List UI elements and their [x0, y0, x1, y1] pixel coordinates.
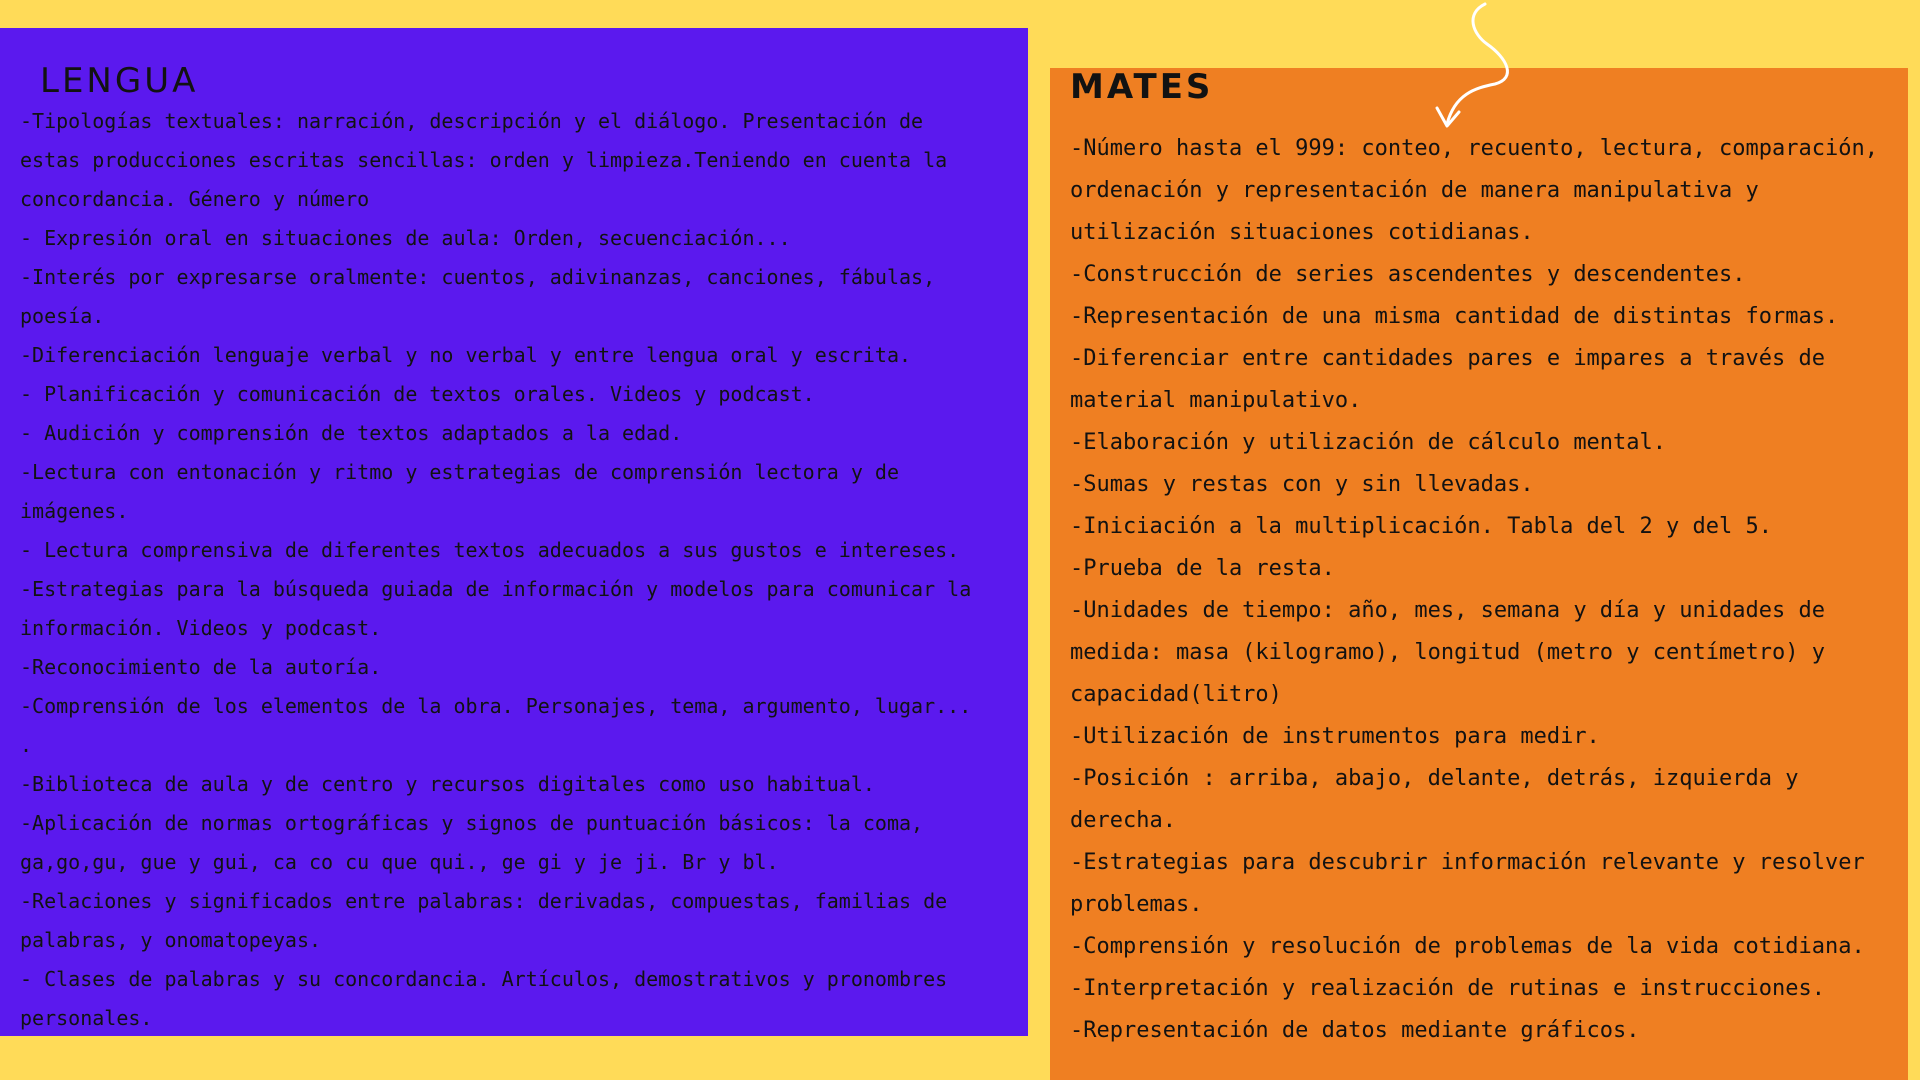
- list-item: -Aplicación de normas ortográficas y signos de puntuación básicos: la coma, ga,go,gu, gue y gui, ca co cu que qui., ge gi y je ji. Br y bl.: [20, 811, 924, 874]
- list-item: -Iniciación a la multiplicación. Tabla del 2 y del 5.: [1070, 514, 1772, 539]
- list-item: - Planificación y comunicación de textos orales. Videos y podcast.: [20, 382, 815, 406]
- list-item: -Construcción de series ascendentes y descendentes.: [1070, 262, 1746, 287]
- lengua-list: [20, 102, 980, 1038]
- mates-list: [1070, 128, 1900, 1052]
- list-item: -Prueba de la resta.: [1070, 556, 1335, 581]
- list-item: -Reconocimiento de la autoría.: [20, 655, 382, 679]
- list-item: - Audición y comprensión de textos adaptados a la edad.: [20, 421, 683, 445]
- list-item: -Diferenciación lenguaje verbal y no verbal y entre lengua oral y escrita.: [20, 343, 912, 367]
- list-item: - Expresión oral en situaciones de aula: Orden, secuenciación...: [20, 226, 791, 250]
- list-item: - Lectura comprensiva de diferentes textos adecuados a sus gustos e intereses.: [20, 538, 960, 562]
- list-item: -Interpretación y realización de rutinas e instrucciones.: [1070, 976, 1825, 1001]
- list-item: -Biblioteca de aula y de centro y recursos digitales como uso habitual.: [20, 772, 875, 796]
- list-item: -Lectura con entonación y ritmo y estrategias de comprensión lectora y de imágenes.: [20, 460, 899, 523]
- list-item: -Comprensión de los elementos de la obra. Personajes, tema, argumento, lugar... .: [20, 694, 972, 757]
- mates-panel: [1050, 68, 1908, 1080]
- list-item: -Representación de una misma cantidad de distintas formas.: [1070, 304, 1839, 329]
- list-item: -Posición : arriba, abajo, delante, detrás, izquierda y derecha.: [1070, 766, 1799, 833]
- list-item: -Relaciones y significados entre palabras: derivadas, compuestas, familias de palabras, y onomatopeyas.: [20, 889, 948, 952]
- curly-arrow-down-icon: [1425, 0, 1525, 140]
- list-item: -Unidades de tiempo: año, mes, semana y día y unidades de medida: masa (kilogramo), longitud (metro y centímetro) y capacidad(litro): [1070, 598, 1825, 707]
- list-item: -Interés por expresarse oralmente: cuentos, adivinanzas, canciones, fábulas, poesía.: [20, 265, 936, 328]
- list-item: -Sumas y restas con y sin llevadas.: [1070, 472, 1534, 497]
- list-item: -Estrategias para descubrir información relevante y resolver problemas.: [1070, 850, 1865, 917]
- list-item: -Diferenciar entre cantidades pares e impares a través de material manipulativo.: [1070, 346, 1825, 413]
- lengua-panel: [0, 28, 1028, 1036]
- list-item: -Estrategias para la búsqueda guiada de información y modelos para comunicar la información. Videos y podcast.: [20, 577, 972, 640]
- list-item: -Comprensión y resolución de problemas de la vida cotidiana.: [1070, 934, 1865, 959]
- list-item: -Tipologías textuales: narración, descripción y el diálogo. Presentación de estas producciones escritas sencillas: orden y limpieza.Teniendo en cuenta la concordancia. Género y número: [20, 109, 948, 211]
- list-item: -Número hasta el 999: conteo, recuento, lectura, comparación, ordenación y representación de manera manipulativa y utilización situaciones cotidianas.: [1070, 136, 1878, 245]
- mates-title: MATES: [1070, 67, 1214, 107]
- list-item: -Utilización de instrumentos para medir.: [1070, 724, 1600, 749]
- list-item: -Representación de datos mediante gráficos.: [1070, 1018, 1640, 1043]
- list-item: -Elaboración y utilización de cálculo mental.: [1070, 430, 1667, 455]
- lengua-title: LENGUA: [40, 61, 199, 101]
- list-item: - Clases de palabras y su concordancia. Artículos, demostrativos y pronombres personales.: [20, 967, 948, 1030]
